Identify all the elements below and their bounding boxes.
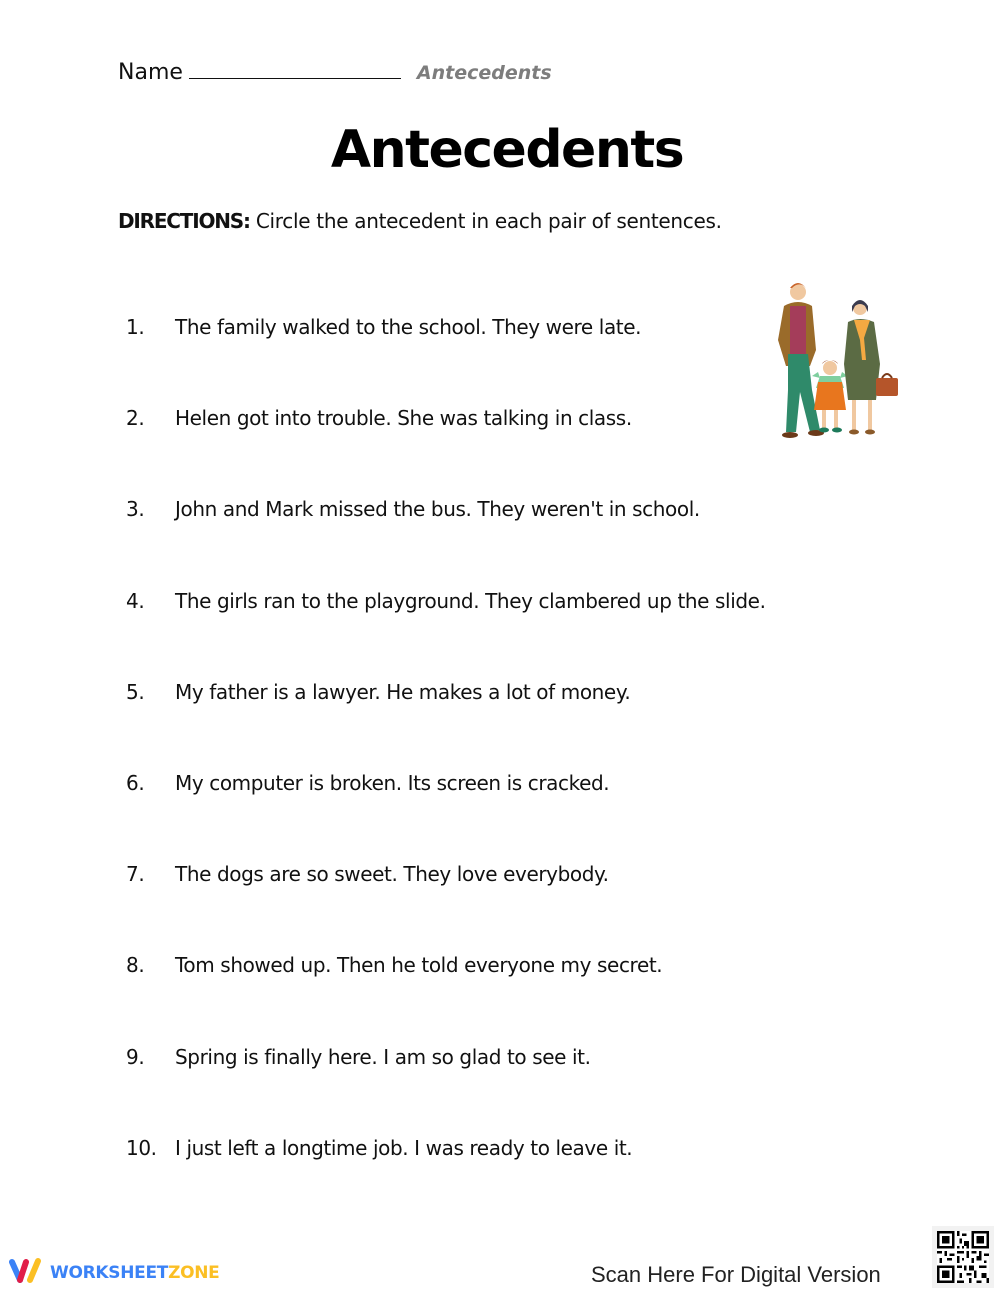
question-text: Spring is finally here. I am so glad to see it.: [175, 1044, 591, 1069]
question-number: 7.: [126, 862, 145, 887]
question-number: 9.: [126, 1044, 145, 1069]
question-number: 8.: [126, 953, 145, 978]
question-number: 1.: [126, 315, 145, 339]
question-item: [126, 1136, 766, 1227]
page-title: Antecedents: [330, 120, 684, 180]
logo-mark-icon: [8, 1258, 42, 1288]
question-item: [126, 953, 766, 1044]
question-number: 4.: [126, 588, 145, 613]
directions-text: Circle the antecedent in each pair of sentences.: [249, 209, 722, 233]
question-text: My computer is broken. Its screen is cracked.: [175, 770, 610, 795]
question-item: [126, 589, 766, 680]
question-item: [126, 680, 766, 771]
question-text: The dogs are so sweet. They love everybody.: [175, 862, 609, 887]
question-text: John and Mark missed the bus. They weren't in school.: [175, 497, 700, 522]
question-text: The family walked to the school. They were late.: [175, 315, 642, 339]
question-number: 6.: [126, 770, 145, 795]
directions: [118, 209, 722, 233]
question-list: [126, 315, 766, 1227]
family-walking-illustration: [770, 280, 902, 448]
header-subject: Antecedents: [416, 62, 552, 84]
name-field-line[interactable]: [189, 58, 401, 79]
question-number: 10.: [126, 1135, 157, 1160]
logo-text: WORKSHEETZONE: [50, 1263, 220, 1283]
question-text: Helen got into trouble. She was talking in class.: [175, 406, 632, 431]
name-label: Name: [118, 60, 183, 85]
question-number: 5.: [126, 679, 145, 704]
question-item: [126, 315, 766, 406]
question-text: Tom showed up. Then he told everyone my secret.: [175, 953, 663, 978]
question-number: 2.: [126, 406, 145, 431]
qr-code-icon[interactable]: [932, 1226, 994, 1288]
worksheet-zone-logo[interactable]: [8, 1258, 219, 1288]
scan-instruction: Scan Here For Digital Version: [591, 1262, 881, 1287]
question-item: [126, 406, 766, 497]
question-item: [126, 497, 766, 588]
question-item: [126, 862, 766, 953]
question-text: My father is a lawyer. He makes a lot of money.: [175, 679, 631, 704]
name-row: [118, 58, 552, 85]
question-number: 3.: [126, 497, 145, 522]
question-text: I just left a longtime job. I was ready to leave it.: [175, 1135, 633, 1160]
question-item: [126, 1045, 766, 1136]
question-text: The girls ran to the playground. They clambered up the slide.: [175, 588, 766, 613]
question-item: [126, 771, 766, 862]
directions-label: DIRECTIONS:: [118, 209, 250, 233]
